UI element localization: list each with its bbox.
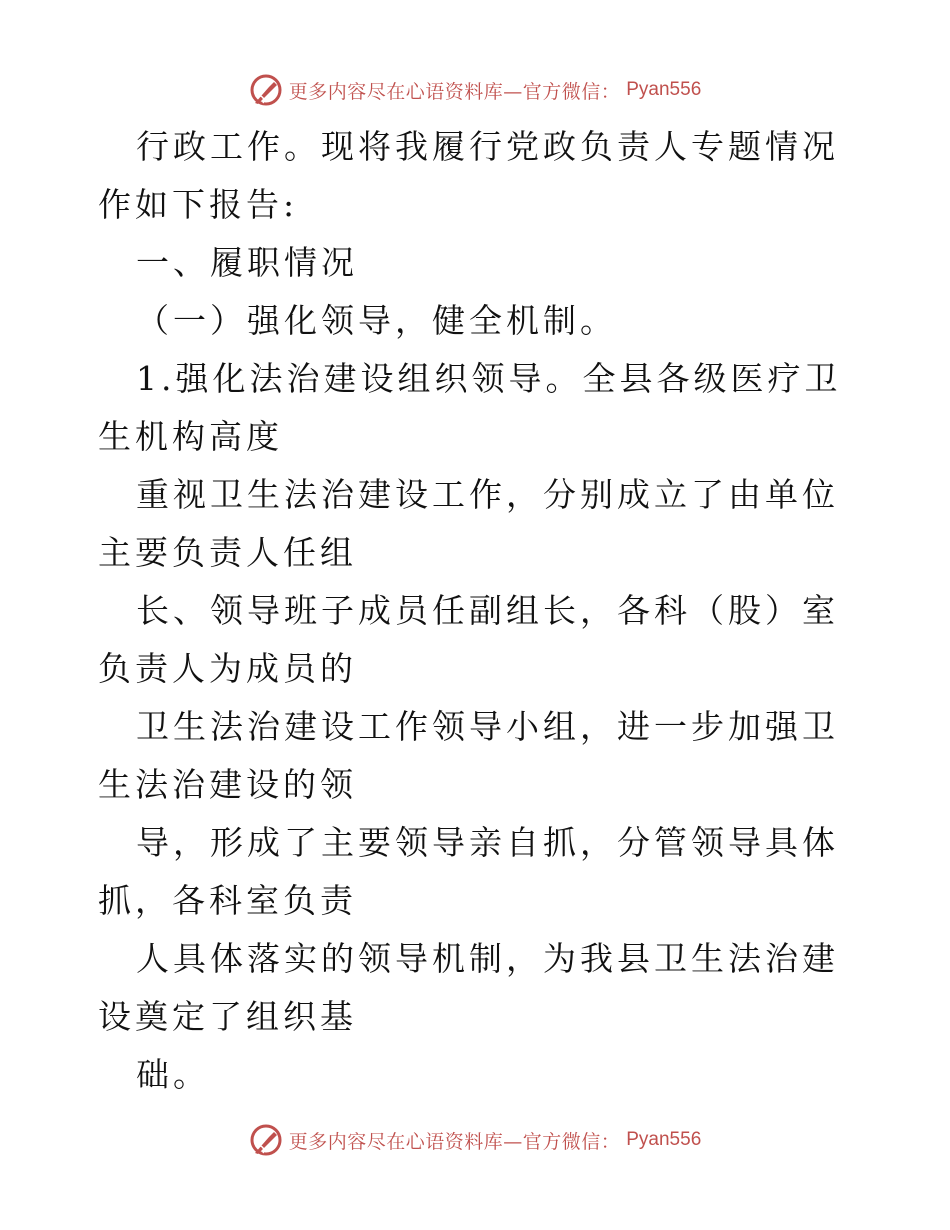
paragraph: 卫生法治建设工作领导小组，进一步加强卫生法治建设的领 xyxy=(98,707,839,804)
document-body xyxy=(98,118,858,1104)
paragraph: 行政工作。现将我履行党政负责人专题情况作如下报告: xyxy=(98,127,839,224)
header-watermark-banner xyxy=(0,70,950,110)
paragraph: 础。 xyxy=(136,1055,210,1094)
footer-watermark-banner xyxy=(0,1120,950,1160)
section-heading: 一、履职情况 xyxy=(136,243,358,282)
paragraph: 人具体落实的领导机制，为我县卫生法治建设奠定了组织基 xyxy=(98,939,839,1036)
pen-logo-icon xyxy=(249,73,283,107)
paragraph: 导，形成了主要领导亲自抓，分管领导具体抓，各科室负责 xyxy=(98,823,839,920)
paragraph: 长、领导班子成员任副组长，各科（股）室负责人为成员的 xyxy=(98,591,839,688)
banner-wechat-id: Pyan556 xyxy=(626,1129,702,1150)
paragraph: 重视卫生法治建设工作，分别成立了由单位主要负责人任组 xyxy=(98,475,839,572)
pen-logo-icon xyxy=(249,1123,283,1157)
banner-wechat-id: Pyan556 xyxy=(626,79,702,100)
banner-text: 更多内容尽在心语资料库—官方微信： xyxy=(288,80,621,103)
banner-text: 更多内容尽在心语资料库—官方微信： xyxy=(288,1130,621,1153)
paragraph: 1.强化法治建设组织领导。全县各级医疗卫生机构高度 xyxy=(98,359,842,456)
subsection-heading: （一）强化领导，健全机制。 xyxy=(136,301,617,340)
